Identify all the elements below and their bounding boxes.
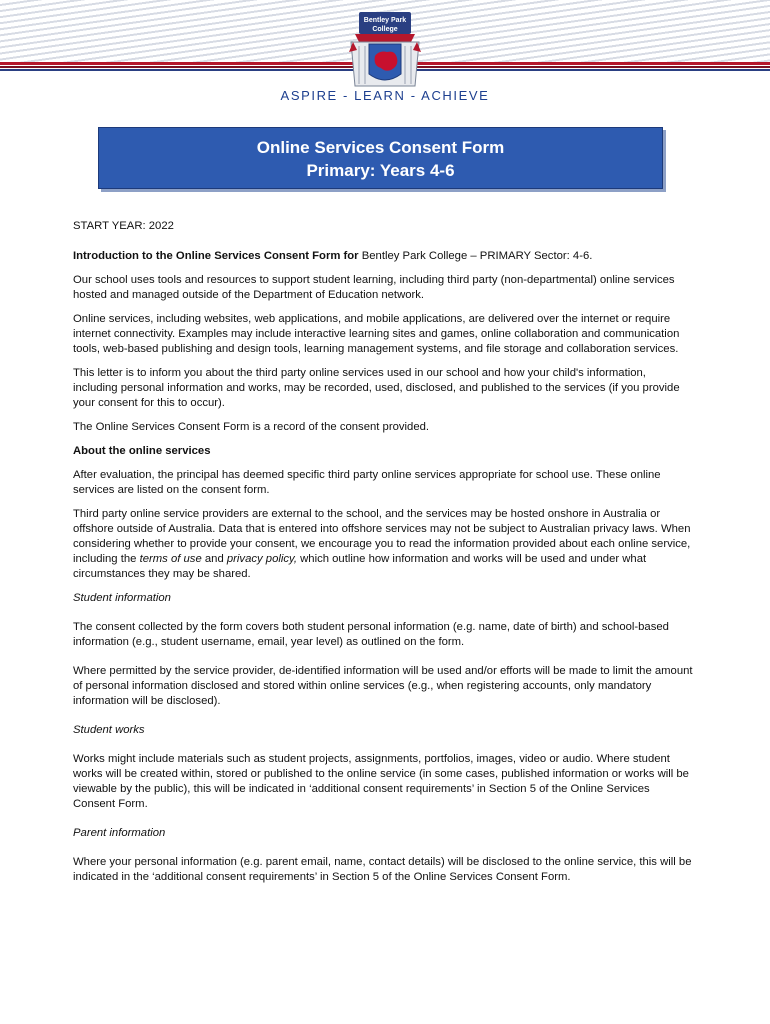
form-title-banner xyxy=(98,127,663,189)
form-subtitle: Primary: Years 4-6 xyxy=(306,161,455,180)
paragraph-6 xyxy=(73,507,693,582)
paragraph-6-end: which outline how information and works will be used and under what circumstances they may be shared. xyxy=(73,553,647,580)
crest-college-name: Bentley Park College xyxy=(363,17,407,33)
intro-text: Bentley Park College – PRIMARY Sector: 4-6. xyxy=(358,250,593,262)
paragraph-3: This letter is to inform you about the third party online services used in our school and how your child's information, including personal information and works, may be recorded, used, disclosed, and published to the services (if you provide your consent for this to occur). xyxy=(73,367,680,409)
college-motto: ASPIRE - LEARN - ACHIEVE xyxy=(280,88,490,103)
student-works-heading: Student works xyxy=(73,724,145,736)
intro-paragraph xyxy=(73,249,693,264)
intro-heading: Introduction to the Online Services Consent Form for xyxy=(73,250,359,262)
terms-of-use-text: terms of use xyxy=(139,553,202,565)
paragraph-8: Where permitted by the service provider, de-identified information will be used and/or efforts will be made to limit the amount of personal information disclosed and stored within online services (e.g., when registering accounts, only mandatory information will be disclosed). xyxy=(73,665,693,707)
paragraph-4: The Online Services Consent Form is a record of the consent provided. xyxy=(73,421,430,433)
paragraph-10: Where your personal information (e.g. parent email, name, contact details) will be disclosed to the online service, this will be indicated in the ‘additional consent requirements’ in Section 5 of the Online Services Consent Form. xyxy=(73,856,692,883)
paragraph-6-and: and xyxy=(201,553,227,565)
privacy-policy-text: privacy policy, xyxy=(226,553,297,565)
paragraph-5: After evaluation, the principal has deemed specific third party online services appropriate for school use. These online services are listed on the consent form. xyxy=(73,469,661,496)
about-heading: About the online services xyxy=(73,445,211,457)
letterhead xyxy=(0,0,770,110)
paragraph-9: Works might include materials such as student projects, assignments, portfolios, images, video or audio. Where student works will be created within, stored or published to the online service (in some cases, published information or works will be viewable by the public), this will be indicated in ‘additional consent requirements’ in Section 5 of the Online Services Consent Form. xyxy=(73,753,689,810)
start-year: START YEAR: 2022 xyxy=(73,220,174,232)
form-title: Online Services Consent Form xyxy=(256,138,505,157)
document-body xyxy=(73,219,693,885)
paragraph-6-start: Third party online service providers are external to the school, and the services may be hosted onshore in Australia or offshore outside of Australia. Data that is entered into offshore services may not be subject to Australian privacy laws. When considering whether to provide your consent, we encourage you to read the information provided about each online service, including the xyxy=(73,508,691,565)
paragraph-2: Online services, including websites, web applications, and mobile applications, are delivered over the internet or require internet connectivity. Examples may include interactive learning sites and games, online collaboration and communication tools, web-based publishing and design tools, learning management systems, and file storage and collaboration services. xyxy=(73,313,680,355)
paragraph-7: The consent collected by the form covers both student personal information (e.g. name, date of birth) and school-based information (e.g., student username, email, year level) as outlined on the form. xyxy=(73,621,669,648)
parent-information-heading: Parent information xyxy=(73,827,166,839)
paragraph-1: Our school uses tools and resources to support student learning, including third party (non-departmental) online services hosted and managed outside of the Department of Education network. xyxy=(73,274,675,301)
student-information-heading: Student information xyxy=(73,592,171,604)
